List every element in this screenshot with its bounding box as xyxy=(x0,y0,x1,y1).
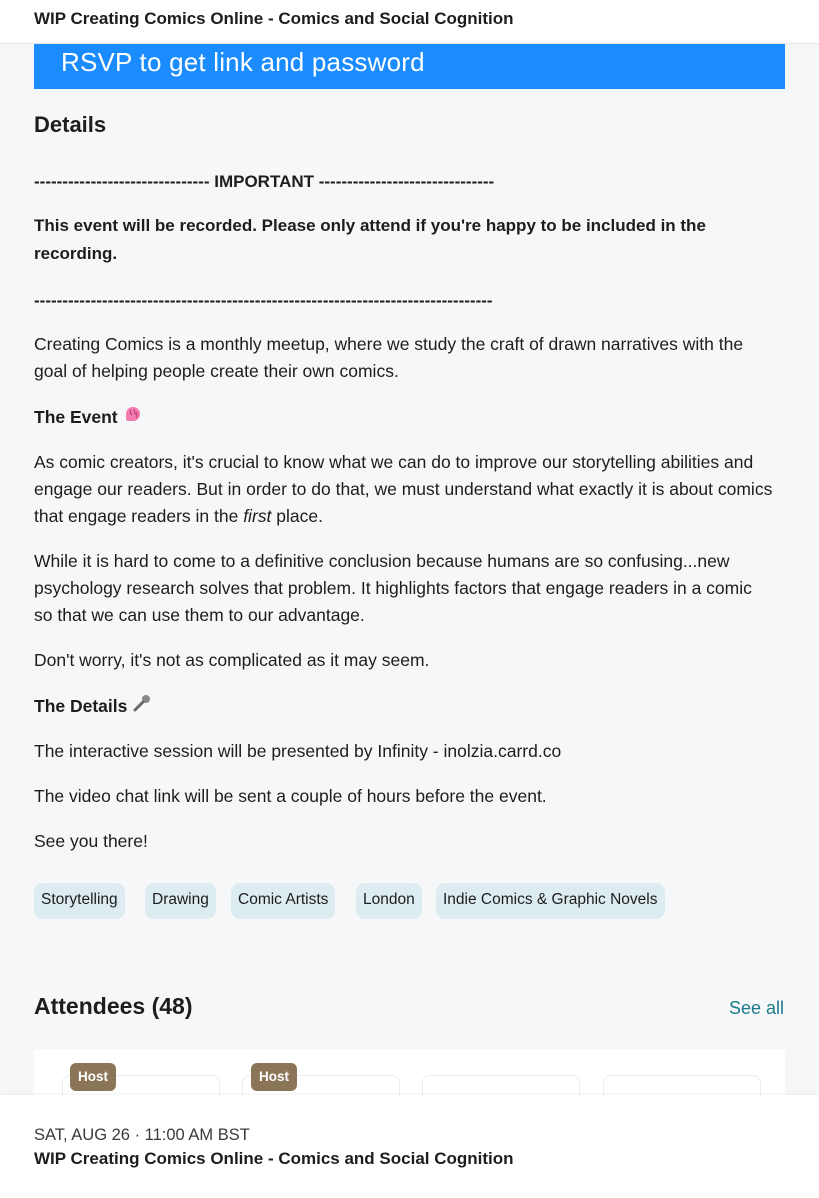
event-paragraph-1 xyxy=(34,449,774,530)
tag-indie-comics[interactable]: Indie Comics & Graphic Novels xyxy=(436,883,665,919)
details-paragraph-1: The interactive session will be presented by Infinity - inolzia.carrd.co xyxy=(34,741,562,761)
tag-london[interactable]: London xyxy=(356,883,422,919)
details-subheading-text: The Details xyxy=(34,696,128,716)
bottom-event-title: WIP Creating Comics Online - Comics and Social Cognition xyxy=(34,1149,514,1168)
event-subheading-text: The Event xyxy=(34,407,118,427)
tag-comic-artists[interactable]: Comic Artists xyxy=(231,883,335,919)
bottom-bar xyxy=(0,1095,819,1198)
rsvp-label: RSVP to get link and password xyxy=(61,47,425,77)
tag-storytelling[interactable]: Storytelling xyxy=(34,883,125,919)
event-subheading xyxy=(34,404,774,432)
details-heading: Details xyxy=(34,112,107,137)
rsvp-banner[interactable] xyxy=(34,44,785,89)
event-paragraph-1-b: place. xyxy=(271,506,323,526)
details-paragraph-2: The video chat link will be sent a couple of hours before the event. xyxy=(34,786,547,806)
event-date: SAT, AUG 26 · 11:00 AM BST xyxy=(34,1126,250,1144)
event-paragraph-2: While it is hard to come to a definitive conclusion because humans are so confusing...new psychology research solves that problem. It highlights factors that engage readers in a comic so that we can use them to our advantage. xyxy=(34,551,752,625)
attendees-heading: Attendees (48) xyxy=(34,993,193,1019)
details-paragraph-3: See you there! xyxy=(34,831,148,851)
important-divider: ------------------------------- IMPORTANT ------------------------------- xyxy=(34,172,495,191)
microphone-icon xyxy=(131,693,153,721)
event-paragraph-1-a: As comic creators, it's crucial to know what we can do to improve our storytelling abilities and engage our readers. But in order to do that, we must understand what exactly it is about comics that engage readers in the xyxy=(34,452,773,526)
top-bar xyxy=(0,0,819,44)
intro-paragraph: Creating Comics is a monthly meetup, where we study the craft of drawn narratives with the goal of helping people create their own comics. xyxy=(34,334,744,381)
event-title: WIP Creating Comics Online - Comics and Social Cognition xyxy=(34,9,514,28)
recorded-notice: This event will be recorded. Please only attend if you're happy to be included in the recording. xyxy=(34,216,706,263)
details-subheading xyxy=(34,693,774,721)
tag-drawing[interactable]: Drawing xyxy=(145,883,216,919)
host-badge: Host xyxy=(251,1063,297,1091)
event-paragraph-1-emphasis: first xyxy=(243,506,272,526)
divider-line: --------------------------------------------------------------------------------- xyxy=(34,291,493,310)
host-badge: Host xyxy=(70,1063,116,1091)
see-all-link[interactable]: See all xyxy=(729,998,785,1018)
brain-icon xyxy=(122,404,144,432)
event-paragraph-3: Don't worry, it's not as complicated as it may seem. xyxy=(34,650,430,670)
